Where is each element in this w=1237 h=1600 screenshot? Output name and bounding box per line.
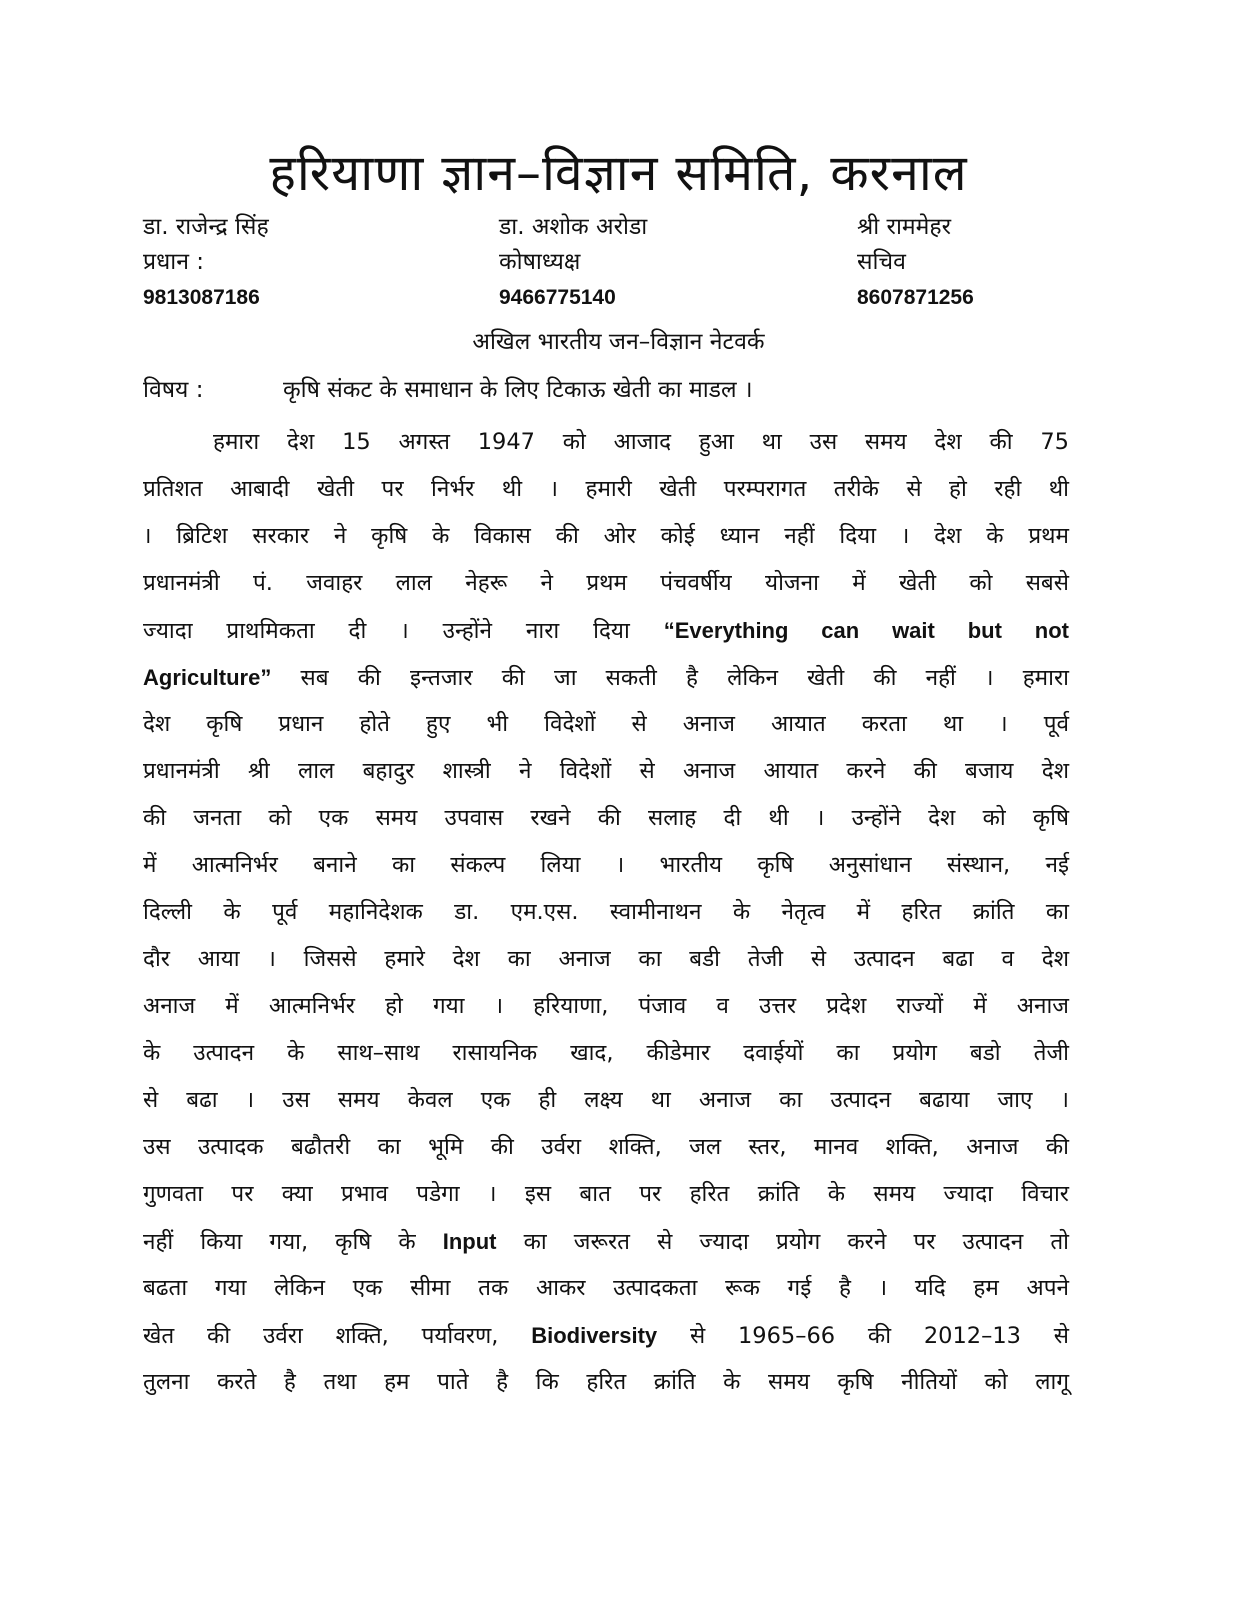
body-line: देश कृषि प्रधान होते हुए भी विदेशों से अनाज आयात करता था । पूर्व	[143, 711, 1069, 737]
officer-name: डा. राजेन्द्र सिंह	[143, 214, 269, 240]
officer-role: प्रधान :	[143, 249, 205, 275]
officer-role: सचिव	[857, 249, 906, 275]
slogan-text: “Everything can wait but not	[663, 618, 1070, 643]
english-term: Input	[442, 1229, 497, 1254]
body-segment: ज्यादा प्राथमिकता दी । उन्होंने नारा दिया	[143, 618, 630, 644]
subject-label: विषय :	[143, 377, 204, 403]
body-line: उस उत्पादक बढौतरी का भूमि की उर्वरा शक्ति, जल स्तर, मानव शक्ति, अनाज की	[143, 1134, 1069, 1160]
officer-president	[143, 210, 483, 315]
body-line: दौर आया । जिससे हमारे देश का अनाज का बडी तेजी से उत्पादन बढा व देश	[143, 946, 1069, 972]
officer-name: श्री राममेहर	[857, 214, 952, 240]
officer-phone: 8607871256	[857, 286, 974, 309]
body-segment: से 1965–66 की 2012–13 से	[689, 1323, 1069, 1349]
body-line: की जनता को एक समय उपवास रखने की सलाह दी थी । उन्होंने देश को कृषि	[143, 805, 1069, 831]
officer-secretary	[857, 210, 1197, 315]
body-segment: सब की इन्तजार की जा सकती है लेकिन खेती की नहीं । हमारा	[300, 665, 1069, 691]
body-line: के उत्पादन के साथ–साथ रासायनिक खाद, कीडेमार दवाईयों का प्रयोग बडो तेजी	[143, 1040, 1069, 1066]
officer-role: कोषाध्यक्ष	[499, 249, 581, 275]
officer-phone: 9813087186	[143, 286, 260, 309]
body-line: बढता गया लेकिन एक सीमा तक आकर उत्पादकता रूक गई है । यदि हम अपने	[143, 1275, 1069, 1301]
body-segment: का जरूरत से ज्यादा प्रयोग करने पर उत्पादन तो	[523, 1229, 1070, 1255]
body-line: में आत्मनिर्भर बनाने का संकल्प लिया । भारतीय कृषि अनुसांधान संस्थान, नई	[143, 852, 1069, 878]
organization-title: हरियाणा ज्ञान–विज्ञान समिति, करनाल	[269, 144, 968, 202]
body-segment: नहीं किया गया, कृषि के	[143, 1229, 416, 1255]
network-subtitle: अखिल भारतीय जन–विज्ञान नेटवर्क	[472, 329, 765, 355]
body-line: हमारा देश 15 अगस्त 1947 को आजाद हुआ था उस समय देश की 75	[213, 429, 1069, 455]
body-line	[143, 1218, 1069, 1265]
body-line	[143, 654, 1069, 701]
body-segment: खेत की उर्वरा शक्ति, पर्यावरण,	[143, 1323, 499, 1349]
body-line: अनाज में आत्मनिर्भर हो गया । हरियाणा, पंजाव व उत्तर प्रदेश राज्यों में अनाज	[143, 993, 1069, 1019]
body-line: दिल्ली के पूर्व महानिदेशक डा. एम.एस. स्वामीनाथन के नेतृत्व में हरित क्रांति का	[143, 899, 1069, 925]
body-line: तुलना करते है तथा हम पाते है कि हरित क्रांति के समय कृषि नीतियों को लागू	[143, 1369, 1069, 1395]
officer-phone: 9466775140	[499, 286, 616, 309]
body-line: प्रधानमंत्री श्री लाल बहादुर शास्त्री ने विदेशों से अनाज आयात करने की बजाय देश	[143, 758, 1069, 784]
body-line: । ब्रिटिश सरकार ने कृषि के विकास की ओर कोई ध्यान नहीं दिया । देश के प्रथम	[143, 523, 1069, 549]
body-line	[143, 1312, 1069, 1359]
body-line	[143, 607, 1069, 654]
body-line: गुणवता पर क्या प्रभाव पडेगा । इस बात पर हरित क्रांति के समय ज्यादा विचार	[143, 1181, 1069, 1207]
english-term: Biodiversity	[531, 1323, 658, 1348]
subject-text: कृषि संकट के समाधान के लिए टिकाऊ खेती का माडल ।	[283, 377, 753, 403]
subject-line	[143, 370, 1083, 410]
body-line: से बढा । उस समय केवल एक ही लक्ष्य था अनाज का उत्पादन बढाया जाए ।	[143, 1087, 1069, 1113]
officer-name: डा. अशोक अरोडा	[499, 214, 648, 240]
officer-treasurer	[499, 210, 839, 315]
body-line: प्रतिशत आबादी खेती पर निर्भर थी । हमारी खेती परम्परागत तरीके से हो रही थी	[143, 476, 1069, 502]
slogan-text: Agriculture”	[143, 665, 272, 690]
body-line: प्रधानमंत्री पं. जवाहर लाल नेहरू ने प्रथम पंचवर्षीय योजना में खेती को सबसे	[143, 570, 1069, 596]
body-text	[143, 419, 1069, 1406]
